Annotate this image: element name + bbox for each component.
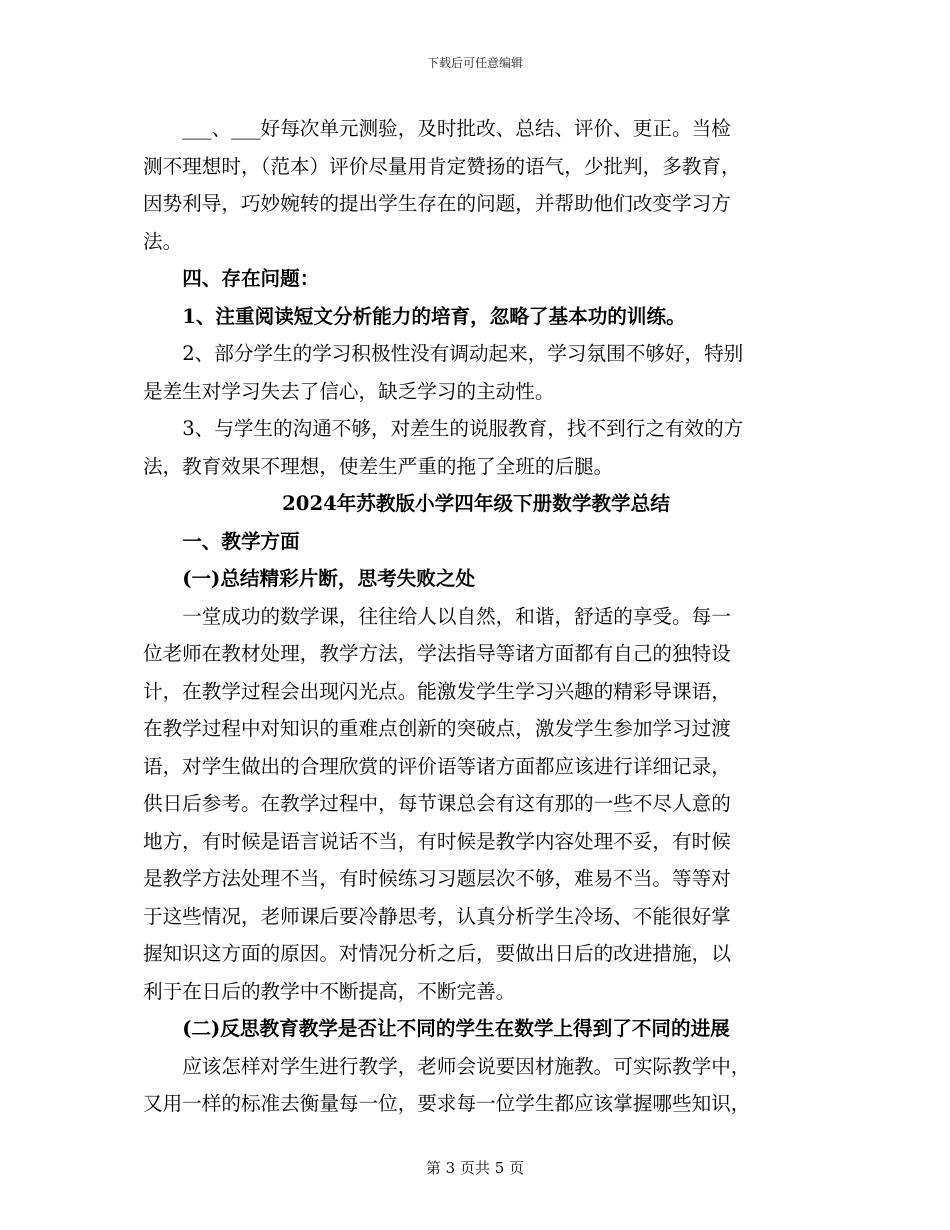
subsection-heading-1: (一)总结精彩片断，思考失败之处 <box>182 567 476 590</box>
body-line: 法，教育效果不理想，使差生严重的拖了全班的后腿。 <box>143 454 614 478</box>
body-line: ___、___好每次单元测验，及时批改、总结、评价、更正。当检 <box>182 117 731 140</box>
body-line: 握知识这方面的原因。对情况分析之后，要做出日后的改进措施，以 <box>143 942 731 965</box>
body-line: 位老师在教材处理，教学方法，学法指导等诸方面都有自己的独特设 <box>143 642 731 665</box>
body-line: 供日后参考。在教学过程中，每节课总会有这有那的一些不尽人意的 <box>143 792 731 815</box>
body-line: 3、与学生的沟通不够，对差生的说服教育，找不到行之有效的方 <box>182 417 744 440</box>
body-line: 计，在教学过程会出现闪光点。能激发学生学习兴趣的精彩导课语， <box>143 679 731 703</box>
document-title: 2024年苏教版小学四年级下册数学教学总结 <box>282 492 670 515</box>
page-footer: 第 3 页共 5 页 <box>425 1159 525 1177</box>
problem-item-1: 1、注重阅读短文分析能力的培育，忽略了基本功的训练。 <box>182 304 686 328</box>
section-heading-problems: 四、存在问题： <box>182 267 320 290</box>
body-line: 语，对学生做出的合理欣赏的评价语等诸方面都应该进行详细记录， <box>143 754 731 778</box>
body-line: 法。 <box>143 229 183 253</box>
body-line: 地方，有时候是语言说话不当，有时候是教学内容处理不妥，有时候 <box>143 829 731 853</box>
body-line: 在教学过程中对知识的重难点创新的突破点，激发学生参加学习过渡 <box>143 717 731 740</box>
subsection-heading-2: (二)反思教育教学是否让不同的学生在数学上得到了不同的进展 <box>182 1017 730 1040</box>
document-body <box>143 110 809 1123</box>
body-line: 于这些情况，老师课后要冷静思考，认真分析学生冷场、不能很好掌 <box>143 904 731 928</box>
body-line: 利于在日后的教学中不断提高，不断完善。 <box>143 979 516 1003</box>
body-line: 又用一样的标准去衡量每一位，要求每一位学生都应该掌握哪些知识， <box>143 1092 751 1115</box>
section-heading-teaching: 一、教学方面 <box>182 529 300 553</box>
body-line: 应该怎样对学生进行教学，老师会说要因材施教。可实际教学中， <box>182 1054 751 1078</box>
body-line: 一堂成功的数学课，往往给人以自然，和谐，舒适的享受。每一 <box>182 604 731 628</box>
page-header: 下载后可任意编辑 <box>426 56 523 70</box>
body-line: 测不理想时，（范本）评价尽量用肯定赞扬的语气，少批判，多教育， <box>143 154 741 178</box>
body-line: 因势利导，巧妙婉转的提出学生存在的问题，并帮助他们改变学习方 <box>143 192 731 215</box>
body-line: 2、部分学生的学习积极性没有调动起来，学习氛围不够好，特别 <box>182 342 744 365</box>
body-line: 是差生对学习失去了信心，缺乏学习的主动性。 <box>143 379 555 403</box>
body-line: 是教学方法处理不当，有时候练习习题层次不够，难易不当。等等对 <box>143 867 731 890</box>
